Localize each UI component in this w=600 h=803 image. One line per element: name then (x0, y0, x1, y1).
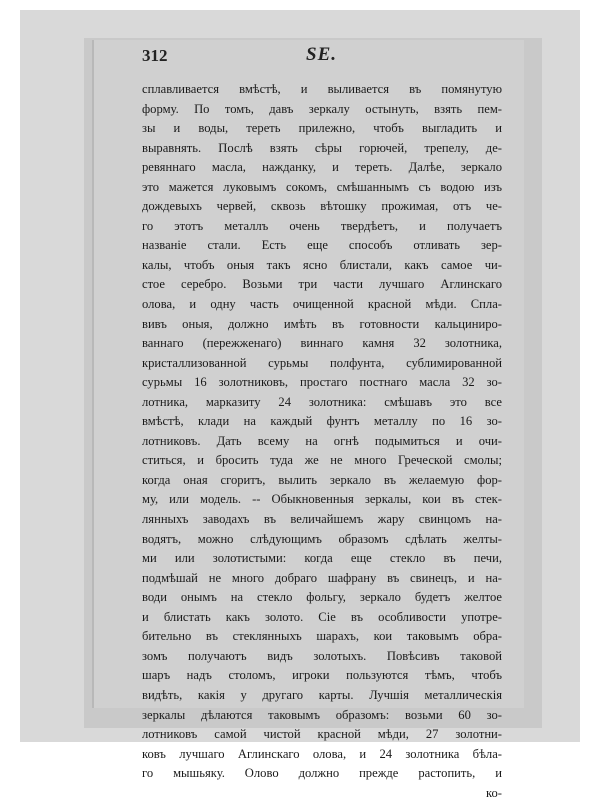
text-line: водятъ, можно слѣдующимъ образомъ сдѣлать желты- (142, 531, 502, 546)
text-line: ми или золотистыми: когда еще стекло въ печи, (142, 551, 502, 566)
text-line: лотника, марказиту 24 золотника: смѣшавъ это все (142, 394, 502, 409)
text-line: стое серебро. Возьми три части лучшаго Аглинскаго (142, 277, 502, 292)
text-line: вмѣстѣ, клади на каждый фунтъ металлу по 16 зо- (142, 414, 502, 429)
body-text (142, 80, 502, 803)
text-line: дождевыхъ червей, сквозь вѣтошку прожимая, отъ че- (142, 199, 502, 214)
text-line: ститься, и бросить туда же не много Греческой смолы; (142, 453, 502, 468)
catchword: ко- (486, 785, 502, 800)
text-line: сплавливается вмѣстѣ, и выливается въ помянутую (142, 82, 502, 96)
text-line: му, или модель. -- Обыкновенныя зеркалы, кои въ стек- (142, 492, 502, 507)
text-line: зеркалы дѣлаются таковымъ образомъ: возьми 60 зо- (142, 707, 502, 722)
text-line: зомъ получаютъ видъ золотыхъ. Повѣсивъ таковой (142, 648, 502, 663)
text-line: когда оная сгоритъ, вылить зеркало въ желаемую фор- (142, 472, 502, 487)
text-line: ревяннаго масла, нажданку, и тереть. Далѣе, зеркало (142, 160, 502, 175)
page-header (138, 46, 498, 68)
text-line: названіе стали. Есть еще способъ отливать зер- (142, 238, 502, 253)
text-line: води онымъ на стекло фольгу, зеркало будетъ желтое (142, 590, 502, 605)
text-line: ваннаго (пережженаго) виннаго камня 32 золотника, (142, 336, 502, 351)
text-line: олова, и одну часть очищенной красной мѣди. Спла- (142, 297, 502, 312)
text-line: выравнять. Послѣ взять сѣры горючей, трепелу, де- (142, 140, 502, 155)
text-line: зы и воды, тереть прилежно, чтобъ выгладить и (142, 121, 502, 136)
text-line: и блистать какъ золото. Сіе въ особливости употре- (142, 609, 502, 624)
text-line: сурьмы 16 золотниковъ, простаго постнаго масла 32 зо- (142, 375, 502, 390)
text-line: вивъ оныя, должно имѣть въ готовности кальцинирo- (142, 316, 502, 331)
text-line: ковъ лучшаго Аглинскаго олова, и 24 золотника бѣла- (142, 746, 502, 761)
running-head: SE. (306, 44, 337, 65)
text-line: это мажется луковымъ сокомъ, смѣшаннымъ съ водою изъ (142, 179, 502, 194)
text-line: го этотъ металлъ очень твердѣетъ, и получаетъ (142, 218, 502, 233)
text-line: шаръ надъ столомъ, игроки пользуются тѣмъ, чтобъ (142, 668, 502, 683)
text-line: го мышьяку. Олово должно прежде растопить, и (142, 766, 502, 781)
text-line: бительно въ стеклянныхъ шарахъ, кои таковымъ обра- (142, 629, 502, 644)
page-number: 312 (142, 46, 168, 65)
text-line: лотниковъ самой чистой красной мѣди, 27 золотни- (142, 727, 502, 742)
text-line: подмѣшай не много добраго шафрану въ свинецъ, и на- (142, 570, 502, 585)
text-line: калы, чтобъ оныя такъ ясно блистали, какъ самое чи- (142, 257, 502, 272)
text-line: форму. По томъ, давъ зеркалу остынуть, взять пем- (142, 101, 502, 116)
text-line: видѣть, какія у другаго карты. Лучшія металлическія (142, 687, 502, 702)
text-line: лотниковъ. Дать всему на огнѣ подымиться и очи- (142, 433, 502, 448)
text-line: кристаллизованной сурьмы полфунта, сублимированной (142, 355, 502, 370)
text-line: лянныхъ заводахъ въ величайшемъ жару свинцомъ на- (142, 512, 502, 527)
